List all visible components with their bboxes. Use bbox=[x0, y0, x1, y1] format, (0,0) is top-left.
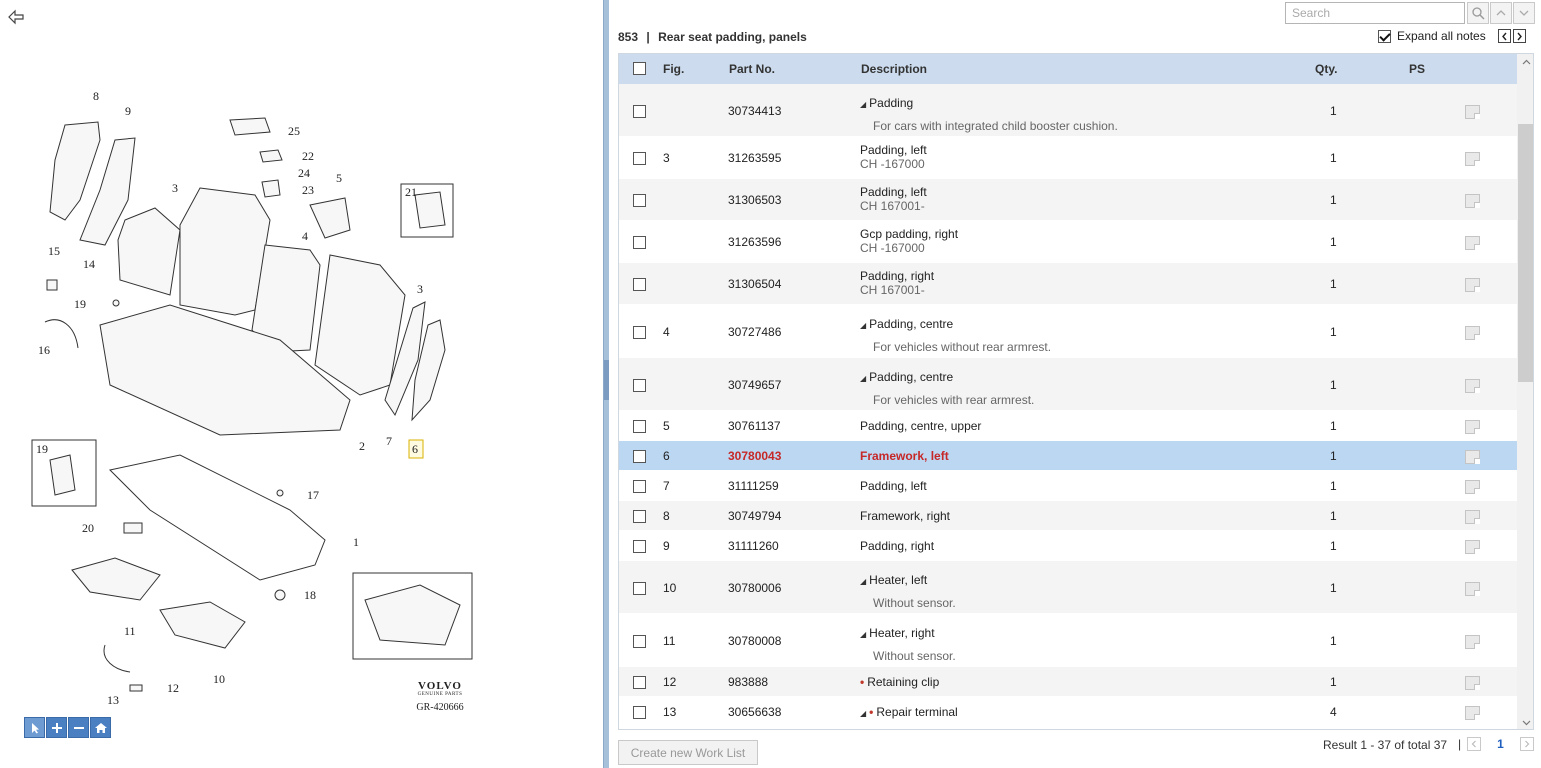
row-part-number[interactable]: 31111260 bbox=[728, 539, 779, 553]
row-qty: 1 bbox=[1330, 509, 1337, 523]
row-chassis-range: CH 167001- bbox=[860, 199, 925, 213]
callout-14: 14 bbox=[83, 257, 95, 271]
expand-triangle-icon[interactable]: ◢ bbox=[860, 709, 867, 718]
row-qty: 1 bbox=[1330, 151, 1337, 165]
scroll-down-button[interactable] bbox=[1517, 715, 1534, 730]
row-fig: 8 bbox=[663, 509, 670, 523]
row-fig: 12 bbox=[663, 675, 677, 689]
part-5-shape bbox=[310, 198, 350, 238]
row-checkbox[interactable] bbox=[633, 450, 646, 463]
scroll-thumb[interactable] bbox=[1518, 124, 1534, 382]
note-icon[interactable] bbox=[1465, 105, 1480, 119]
part-11-shape bbox=[72, 558, 160, 600]
back-button[interactable] bbox=[6, 8, 26, 26]
row-checkbox[interactable] bbox=[633, 510, 646, 523]
row-checkbox[interactable] bbox=[633, 420, 646, 433]
note-icon[interactable] bbox=[1465, 635, 1480, 649]
prev-page-button[interactable] bbox=[1467, 737, 1481, 751]
chevron-down-icon bbox=[1522, 720, 1531, 726]
table-row[interactable] bbox=[619, 305, 1517, 358]
row-description bbox=[860, 509, 950, 523]
row-fig: 4 bbox=[663, 325, 670, 339]
part-20-shape bbox=[124, 523, 142, 533]
parts-table bbox=[618, 53, 1534, 730]
chevron-down-icon bbox=[1519, 9, 1529, 17]
row-note-text: Without sensor. bbox=[873, 596, 956, 610]
row-description bbox=[860, 185, 927, 213]
callout-7: 7 bbox=[386, 434, 392, 448]
part-14-shape bbox=[118, 208, 180, 295]
row-checkbox[interactable] bbox=[633, 194, 646, 207]
row-description-text: Gcp padding, right bbox=[860, 227, 959, 241]
row-checkbox[interactable] bbox=[633, 676, 646, 689]
note-icon[interactable] bbox=[1465, 510, 1480, 524]
row-part-number[interactable]: 30734413 bbox=[728, 104, 782, 118]
row-checkbox[interactable] bbox=[633, 540, 646, 553]
expand-triangle-icon[interactable]: ◢ bbox=[860, 374, 867, 383]
row-fig: 11 bbox=[663, 634, 676, 648]
part-15-shape bbox=[47, 280, 57, 290]
row-qty: 1 bbox=[1330, 419, 1337, 433]
row-description bbox=[860, 539, 934, 553]
expand-notes-control bbox=[1378, 29, 1526, 43]
pointer-icon bbox=[29, 722, 41, 734]
row-description-text: Padding, centre bbox=[869, 370, 954, 384]
note-icon[interactable] bbox=[1465, 450, 1480, 464]
chevron-left-icon bbox=[1471, 740, 1477, 748]
row-qty: 1 bbox=[1330, 235, 1337, 249]
note-icon[interactable] bbox=[1465, 278, 1480, 292]
header-ps[interactable]: PS bbox=[1409, 62, 1426, 76]
table-row[interactable] bbox=[619, 179, 1517, 221]
row-checkbox[interactable] bbox=[633, 480, 646, 493]
expand-triangle-icon[interactable]: ◢ bbox=[860, 577, 867, 586]
search-input[interactable] bbox=[1285, 2, 1465, 24]
exploded-parts-diagram[interactable] bbox=[20, 80, 490, 720]
row-checkbox[interactable] bbox=[633, 706, 646, 719]
row-note-text: For cars with integrated child booster cushion. bbox=[873, 119, 1118, 133]
part-25-shape bbox=[230, 118, 270, 135]
row-fig: 5 bbox=[663, 419, 670, 433]
section-name: Rear seat padding, panels bbox=[658, 30, 807, 44]
callout-11: 11 bbox=[124, 624, 136, 638]
row-description-text: Repair terminal bbox=[876, 705, 958, 719]
row-part-number[interactable]: 30780043 bbox=[728, 449, 782, 463]
row-qty: 1 bbox=[1330, 277, 1337, 291]
row-qty: 1 bbox=[1330, 325, 1337, 339]
table-row[interactable] bbox=[619, 561, 1517, 614]
current-page[interactable]: 1 bbox=[1497, 737, 1504, 751]
part-19-shape bbox=[113, 300, 119, 306]
row-description-text: Framework, right bbox=[860, 509, 951, 523]
row-fig: 7 bbox=[663, 479, 670, 493]
pointer-tool-button[interactable] bbox=[24, 717, 45, 738]
row-qty: 4 bbox=[1330, 705, 1337, 719]
callout-5: 5 bbox=[336, 171, 342, 185]
row-description-text: Padding, left bbox=[860, 143, 927, 157]
home-view-button[interactable] bbox=[90, 717, 111, 738]
search-prev-button[interactable] bbox=[1490, 2, 1512, 24]
row-qty: 1 bbox=[1330, 539, 1337, 553]
callout-25: 25 bbox=[288, 124, 300, 138]
diagram-toolbar bbox=[24, 717, 111, 738]
row-description-text: Heater, left bbox=[869, 573, 928, 587]
part-3-backrest-left bbox=[180, 188, 270, 315]
table-row[interactable] bbox=[619, 531, 1517, 561]
header-part-no[interactable]: Part No. bbox=[729, 62, 776, 76]
diagram-code: GR-420666 bbox=[416, 702, 464, 713]
callout-18: 18 bbox=[304, 588, 316, 602]
part-13-shape bbox=[104, 645, 130, 672]
part-18-shape bbox=[275, 590, 285, 600]
note-icon[interactable] bbox=[1465, 706, 1480, 720]
row-description bbox=[860, 370, 1034, 407]
row-part-number[interactable]: 31263596 bbox=[728, 235, 782, 249]
part-22-shape bbox=[260, 150, 282, 162]
expand-triangle-icon[interactable]: ◢ bbox=[860, 630, 867, 639]
next-page-button[interactable] bbox=[1520, 737, 1534, 751]
create-work-list-button[interactable]: Create new Work List bbox=[618, 740, 758, 765]
note-icon[interactable] bbox=[1465, 676, 1480, 690]
row-qty: 1 bbox=[1330, 581, 1337, 595]
callout-15: 15 bbox=[48, 244, 60, 258]
callout-19b: 19 bbox=[36, 442, 48, 456]
table-row[interactable] bbox=[619, 501, 1517, 531]
row-description bbox=[860, 317, 1051, 354]
row-description bbox=[860, 705, 958, 719]
row-checkbox[interactable] bbox=[633, 278, 646, 291]
row-part-number[interactable]: 30749657 bbox=[728, 378, 782, 392]
part-10-shape bbox=[160, 602, 245, 648]
header-fig[interactable]: Fig. bbox=[663, 62, 685, 76]
row-part-number[interactable]: 31111259 bbox=[728, 479, 779, 493]
table-row[interactable] bbox=[619, 221, 1517, 263]
bullet-icon: • bbox=[860, 675, 865, 689]
callout-3a: 3 bbox=[172, 181, 178, 195]
callout-17: 17 bbox=[307, 488, 319, 502]
note-icon[interactable] bbox=[1465, 480, 1480, 494]
table-row[interactable] bbox=[619, 358, 1517, 411]
row-description bbox=[860, 227, 958, 255]
row-description bbox=[860, 573, 956, 610]
callout-2: 2 bbox=[359, 439, 365, 453]
table-header bbox=[619, 54, 1517, 84]
row-checkbox[interactable] bbox=[633, 379, 646, 392]
row-checkbox[interactable] bbox=[633, 236, 646, 249]
row-qty: 1 bbox=[1330, 193, 1337, 207]
search-next-button[interactable] bbox=[1513, 2, 1535, 24]
chevron-left-icon bbox=[1501, 32, 1508, 41]
row-description-text: Heater, right bbox=[869, 626, 935, 640]
search-icon bbox=[1471, 6, 1485, 20]
part-8-shape bbox=[50, 122, 100, 220]
chevron-right-icon bbox=[1516, 32, 1523, 41]
table-row[interactable] bbox=[619, 411, 1517, 441]
row-part-number[interactable]: 31263595 bbox=[728, 151, 782, 165]
row-note-text: For vehicles without rear armrest. bbox=[873, 340, 1052, 354]
row-chassis-range: CH -167000 bbox=[860, 241, 925, 255]
row-description bbox=[860, 449, 949, 463]
scroll-up-button[interactable] bbox=[1517, 54, 1534, 70]
header-description[interactable]: Description bbox=[861, 62, 928, 76]
row-description bbox=[860, 626, 956, 663]
row-part-number[interactable]: 31306504 bbox=[728, 277, 782, 291]
row-qty: 1 bbox=[1330, 104, 1337, 118]
search-button[interactable] bbox=[1467, 2, 1489, 24]
expand-triangle-icon[interactable]: ◢ bbox=[860, 100, 867, 109]
row-description bbox=[860, 479, 927, 493]
pager-separator: | bbox=[1458, 737, 1462, 751]
minus-icon bbox=[73, 722, 85, 734]
back-arrow-icon bbox=[7, 9, 25, 25]
callout-24: 24 bbox=[298, 166, 310, 180]
callout-20: 20 bbox=[82, 521, 94, 535]
section-separator: | bbox=[646, 30, 650, 44]
expand-notes-checkbox[interactable] bbox=[1378, 30, 1391, 43]
row-note-text: Without sensor. bbox=[873, 649, 956, 663]
row-part-number[interactable]: 30727486 bbox=[728, 325, 782, 339]
note-icon[interactable] bbox=[1465, 326, 1480, 340]
next-section-button[interactable] bbox=[1513, 29, 1526, 43]
callout-19a: 19 bbox=[74, 297, 86, 311]
table-row[interactable] bbox=[619, 84, 1517, 137]
callout-9: 9 bbox=[125, 104, 131, 118]
note-icon[interactable] bbox=[1465, 540, 1480, 554]
callout-21: 21 bbox=[405, 185, 417, 199]
row-part-number[interactable]: 30656638 bbox=[728, 705, 782, 719]
row-qty: 1 bbox=[1330, 449, 1337, 463]
table-row[interactable] bbox=[619, 263, 1517, 305]
callout-13: 13 bbox=[107, 693, 119, 707]
row-part-number[interactable]: 30780006 bbox=[728, 581, 782, 595]
table-row[interactable] bbox=[619, 471, 1517, 501]
row-part-number[interactable]: 30761137 bbox=[728, 419, 781, 433]
zoom-in-button[interactable] bbox=[46, 717, 67, 738]
callout-22: 22 bbox=[302, 149, 314, 163]
table-row[interactable] bbox=[619, 614, 1517, 667]
result-count: Result 1 - 37 of total 37 bbox=[1323, 738, 1448, 752]
row-fig: 13 bbox=[663, 705, 677, 719]
note-icon[interactable] bbox=[1465, 152, 1480, 166]
callout-16: 16 bbox=[38, 343, 50, 357]
row-description-text: Padding, left bbox=[860, 479, 927, 493]
plus-icon bbox=[51, 722, 63, 734]
row-fig: 10 bbox=[663, 581, 677, 595]
table-row[interactable] bbox=[619, 137, 1517, 179]
row-description-text: Padding, right bbox=[860, 269, 935, 283]
row-note-text: For vehicles with rear armrest. bbox=[873, 393, 1035, 407]
row-description-text: Padding, centre bbox=[869, 317, 954, 331]
callout-23: 23 bbox=[302, 183, 314, 197]
row-part-number[interactable]: 31306503 bbox=[728, 193, 782, 207]
chevron-up-icon bbox=[1496, 9, 1506, 17]
row-description-text: Padding, right bbox=[860, 539, 935, 553]
diagram-pane bbox=[0, 0, 603, 768]
callout-1: 1 bbox=[353, 535, 359, 549]
row-fig: 9 bbox=[663, 539, 670, 553]
table-body bbox=[619, 84, 1517, 727]
table-row[interactable] bbox=[619, 441, 1517, 471]
genuine-parts-text: GENUINE PARTS bbox=[417, 692, 463, 697]
zoom-out-button[interactable] bbox=[68, 717, 89, 738]
row-qty: 1 bbox=[1330, 675, 1337, 689]
row-description-text: Retaining clip bbox=[867, 675, 940, 689]
callout-12: 12 bbox=[167, 681, 179, 695]
brand-block bbox=[412, 680, 468, 713]
parts-list-pane bbox=[609, 0, 1541, 768]
row-description-text: Padding bbox=[869, 96, 914, 110]
row-description bbox=[860, 143, 927, 171]
section-code: 853 bbox=[618, 30, 639, 44]
section-title bbox=[618, 30, 807, 44]
volvo-logo: VOLVO bbox=[418, 680, 462, 692]
row-part-number[interactable]: 30780008 bbox=[728, 634, 782, 648]
part-12-shape bbox=[130, 685, 142, 691]
row-qty: 1 bbox=[1330, 479, 1337, 493]
callout-4: 4 bbox=[302, 229, 308, 243]
note-icon[interactable] bbox=[1465, 582, 1480, 596]
row-description-text: Padding, centre, upper bbox=[860, 419, 982, 433]
prev-section-button[interactable] bbox=[1498, 29, 1511, 43]
row-checkbox[interactable] bbox=[633, 582, 646, 595]
row-description bbox=[860, 269, 934, 297]
note-icon[interactable] bbox=[1465, 379, 1480, 393]
callout-6-highlighted: 6 bbox=[412, 442, 418, 456]
row-chassis-range: CH -167000 bbox=[860, 157, 925, 171]
chevron-up-icon bbox=[1522, 59, 1531, 65]
table-row[interactable] bbox=[619, 697, 1517, 727]
row-part-number[interactable]: 983888 bbox=[728, 675, 769, 689]
row-checkbox[interactable] bbox=[633, 326, 646, 339]
home-icon bbox=[94, 722, 108, 734]
part-23-shape bbox=[262, 180, 280, 197]
row-description-text: Padding, left bbox=[860, 185, 927, 199]
row-description bbox=[860, 96, 1118, 133]
chevron-right-icon bbox=[1524, 740, 1530, 748]
part-17-shape bbox=[277, 490, 283, 496]
expand-notes-label[interactable]: Expand all notes bbox=[1397, 29, 1486, 43]
part-1-frame bbox=[110, 455, 325, 580]
select-all-checkbox[interactable] bbox=[633, 62, 646, 75]
row-qty: 1 bbox=[1330, 378, 1337, 392]
pager bbox=[1458, 737, 1534, 751]
expand-triangle-icon[interactable]: ◢ bbox=[860, 321, 867, 330]
row-description-text: Framework, left bbox=[860, 449, 949, 463]
table-scrollbar[interactable] bbox=[1517, 54, 1534, 730]
row-checkbox[interactable] bbox=[633, 105, 646, 118]
row-fig: 6 bbox=[663, 449, 670, 463]
table-row[interactable] bbox=[619, 667, 1517, 697]
note-icon[interactable] bbox=[1465, 236, 1480, 250]
row-chassis-range: CH 167001- bbox=[860, 283, 925, 297]
row-description bbox=[860, 419, 981, 433]
row-fig: 3 bbox=[663, 151, 670, 165]
part-3-backrest-right bbox=[315, 255, 405, 395]
header-qty[interactable]: Qty. bbox=[1315, 62, 1338, 76]
row-qty: 1 bbox=[1330, 634, 1337, 648]
note-icon[interactable] bbox=[1465, 194, 1480, 208]
row-checkbox[interactable] bbox=[633, 635, 646, 648]
callout-3b: 3 bbox=[417, 282, 423, 296]
callout-10: 10 bbox=[213, 672, 225, 686]
row-description bbox=[860, 675, 939, 689]
row-part-number[interactable]: 30749794 bbox=[728, 509, 782, 523]
callout-8: 8 bbox=[93, 89, 99, 103]
bullet-icon: • bbox=[869, 705, 874, 719]
note-icon[interactable] bbox=[1465, 420, 1480, 434]
row-checkbox[interactable] bbox=[633, 152, 646, 165]
